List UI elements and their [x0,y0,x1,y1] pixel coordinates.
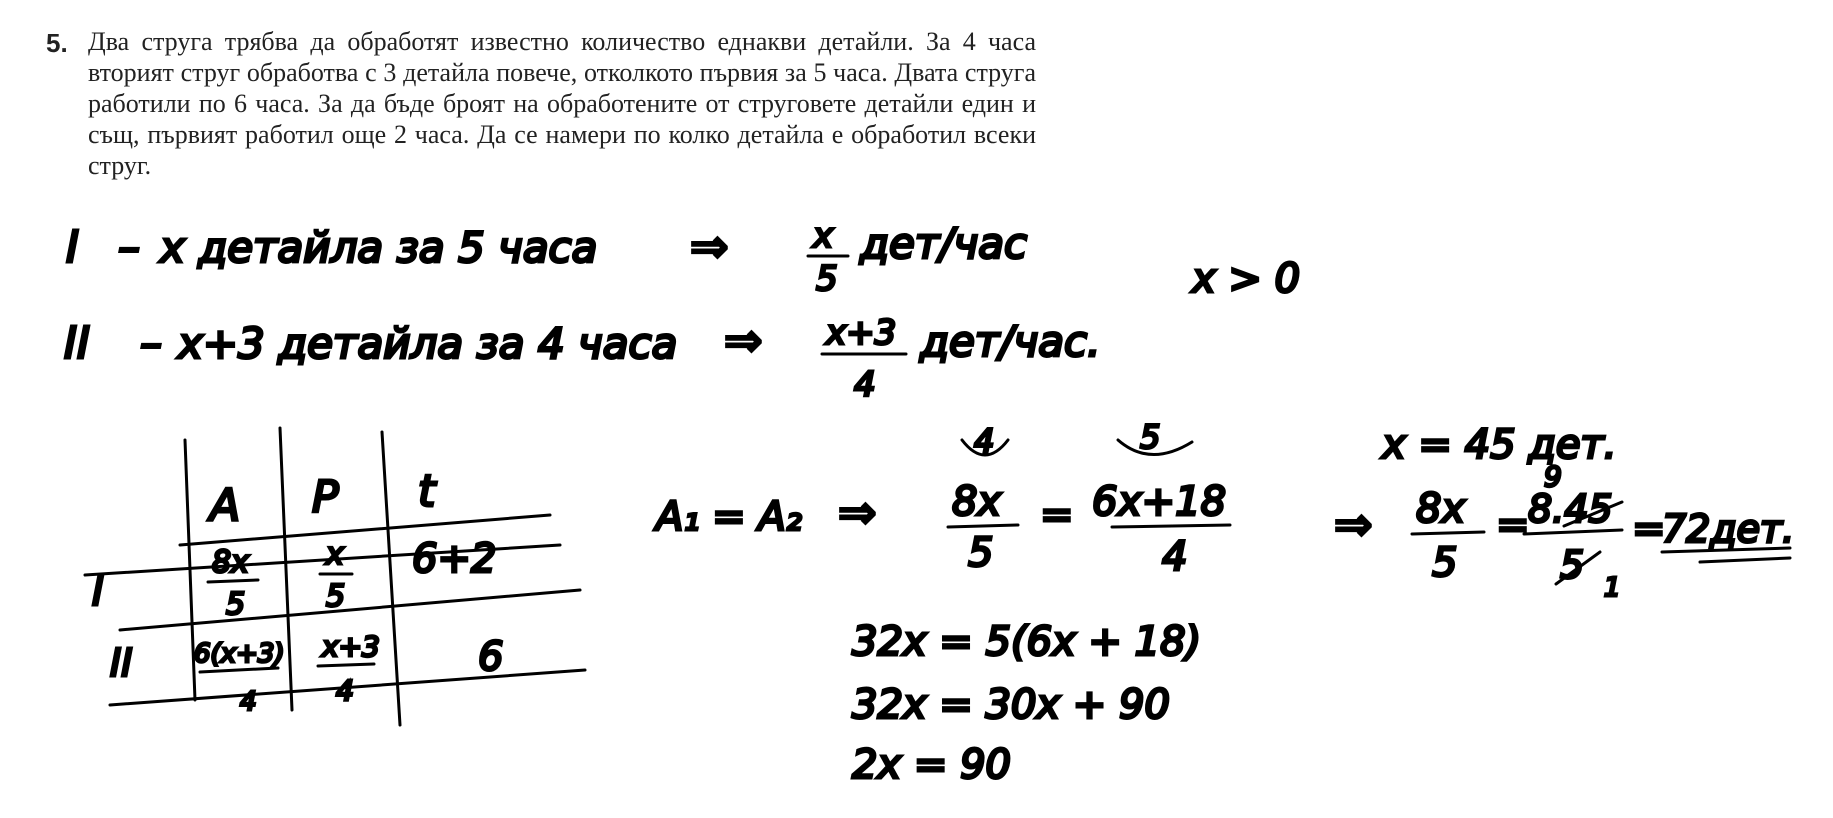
result-frac-bar [1412,532,1484,534]
table-row1-t: 6+2 [412,536,497,582]
table-row1-label: I [92,569,104,615]
line2-unit: дет/час. [920,317,1101,366]
line1-arrow: ⇒ [690,219,729,273]
line2-den: 4 [854,365,876,405]
equality-left-den: 5 [968,530,994,576]
result-sub-den: 5 [1560,543,1585,587]
table-row2-a-num: 6(x+3) [194,639,285,669]
equality-right-den: 4 [1162,534,1188,580]
equality-right-coef: 6 [1092,479,1118,525]
line2-num: x+3 [826,313,897,353]
line1-num: x [813,216,834,256]
table-row2-t: 6 [478,634,504,680]
result-answer: 72дет. [1662,507,1795,551]
result-eq-2: = [1632,506,1666,552]
equality-mult-right: 5 [1140,418,1161,456]
line2-dash: – [140,318,162,369]
table-hline-2 [120,590,580,630]
problem-text: Два струга трябва да обработят известно количество еднакви детайли. За 4 часа вторият струг обработва с 3 детайла повече, отколкото първия за 5 часа. Двата струга работили по 6 часа. За да бъде броят на обработените от струговете детайли един и същ, първият работил още 2 часа. Да се намери по колко детайла е обработил всеки струг. [88,27,1036,180]
result-eq-1: = [1496,502,1530,548]
line1-roman: I [66,222,79,273]
step-1: 32x = 5(6x + 18) [852,619,1202,665]
table-vline-3 [382,432,400,725]
equality-mult-left: 4 [974,422,995,460]
line1-unit: дет/час [860,219,1028,268]
result-arrow: ⇒ [1334,497,1373,551]
table-row1-a-den: 5 [226,587,246,622]
table-header-p: P [312,472,339,523]
line2-roman: II [64,318,90,369]
equality-right-num: x+18 [1118,479,1227,525]
line1-dash: – [118,222,140,273]
line1-den: 5 [816,259,838,299]
table-row1-p-num: x [326,537,344,572]
condition: x > 0 [1192,256,1301,302]
table-row2-p-bar [318,664,374,666]
line2-arrow: ⇒ [724,313,763,367]
table-row2-p-num: x+3 [322,630,380,663]
line2-expr: x+3 детайла за 4 часа [178,319,678,368]
result-cancel-bottom: 1 [1604,573,1621,603]
result-x-value: x = 45 дет. [1382,422,1617,468]
table-header-t: t [418,466,436,517]
result-sub-num: 8.45 [1528,487,1613,531]
result-cancel-top: 9 [1544,460,1562,493]
problem-number: 5. [46,28,68,58]
table-row2-p-den: 4 [336,674,354,707]
equality-eq: = [1040,492,1074,538]
equality-left-bar [948,525,1018,527]
table-row1-a-num: 8x [212,545,249,580]
line1-expr: x детайла за 5 часа [160,223,598,272]
equality-left-num: 8x [952,479,1002,525]
result-frac-den: 5 [1432,540,1458,586]
table-header-a: A [210,480,241,531]
table-row2-a-den: 4 [240,687,257,717]
step-3: 2x = 90 [852,742,1011,788]
step-2: 32x = 30x + 90 [852,682,1170,728]
table-row1-a-bar [208,580,258,582]
equality-right-bar [1112,525,1230,527]
table-row2-label: II [110,641,133,685]
equality-lhs: A₁ = A₂ [656,494,802,540]
result-frac-num: 8x [1416,486,1466,532]
equality-arrow: ⇒ [838,485,877,539]
table-row1-p-den: 5 [326,579,346,614]
result-answer-underline-2 [1700,558,1790,562]
